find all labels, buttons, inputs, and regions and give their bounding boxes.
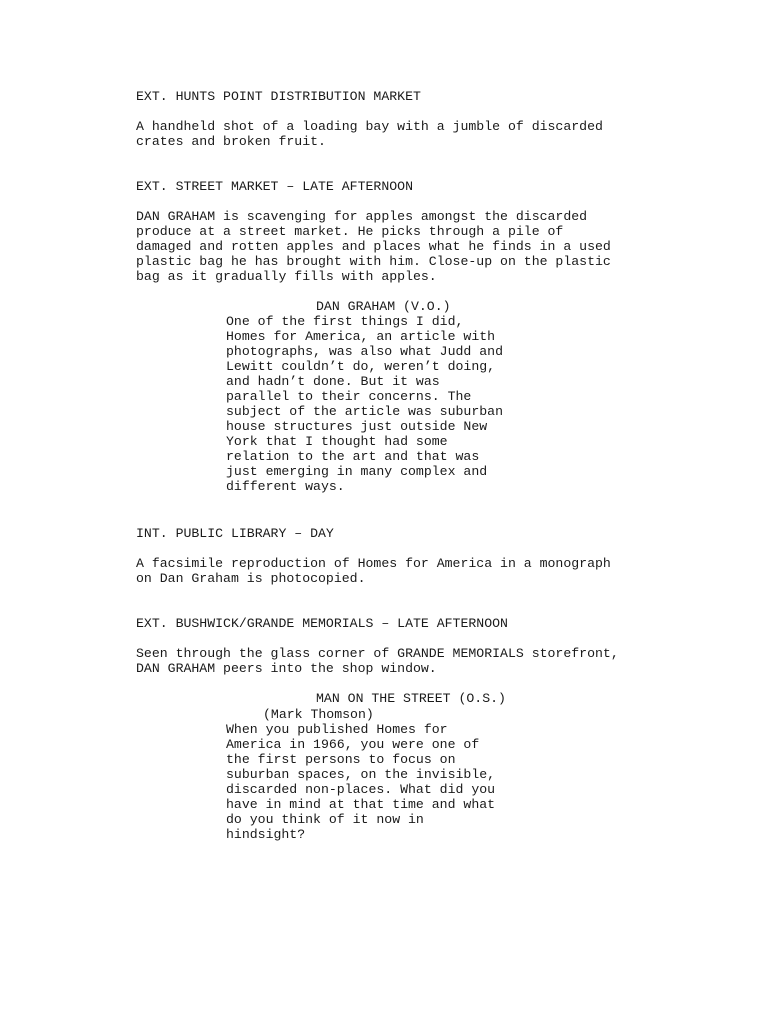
dialogue-man-on-the-street: When you published Homes for America in 1966, you were one of the first persons to focus on suburban spaces, on the invisible, discarded non-places. What did you have in mind at that time and what do you think of it now in hindsight? (226, 722, 496, 842)
parenthetical-mark-thomson: (Mark Thomson) (263, 707, 374, 722)
action-loading-bay: A handheld shot of a loading bay with a jumble of discarded crates and broken fruit. (136, 119, 603, 149)
action-facsimile-photocopy: A facsimile reproduction of Homes for America in a monograph on Dan Graham is photocopied. (136, 556, 611, 586)
scene-heading-street-market: EXT. STREET MARKET – LATE AFTERNOON (136, 179, 413, 194)
action-grande-memorials: Seen through the glass corner of GRANDE MEMORIALS storefront, DAN GRAHAM peers into the shop window. (136, 646, 619, 676)
scene-heading-hunts-point: EXT. HUNTS POINT DISTRIBUTION MARKET (136, 89, 421, 104)
scene-heading-bushwick: EXT. BUSHWICK/GRANDE MEMORIALS – LATE AFTERNOON (136, 616, 508, 631)
dialogue-dan-graham: One of the first things I did, Homes for America, an article with photographs, was also what Judd and Lewitt couldn’t do, weren’t doing, and hadn’t done. But it was parallel to their concerns. The subject of the article was suburban house structures just outside New York that I thought had some relation to the art and that was just emerging in many complex and different ways. (226, 314, 503, 494)
scene-heading-public-library: INT. PUBLIC LIBRARY – DAY (136, 526, 334, 541)
action-scavenging-apples: DAN GRAHAM is scavenging for apples amongst the discarded produce at a street market. He picks through a pile of damaged and rotten apples and places what he finds in a used plastic bag he has brought with him. Close-up on the plastic bag as it gradually fills with apples. (136, 209, 611, 284)
character-man-on-the-street: MAN ON THE STREET (O.S.) (316, 691, 506, 706)
character-dan-graham-vo: DAN GRAHAM (V.O.) (316, 299, 451, 314)
